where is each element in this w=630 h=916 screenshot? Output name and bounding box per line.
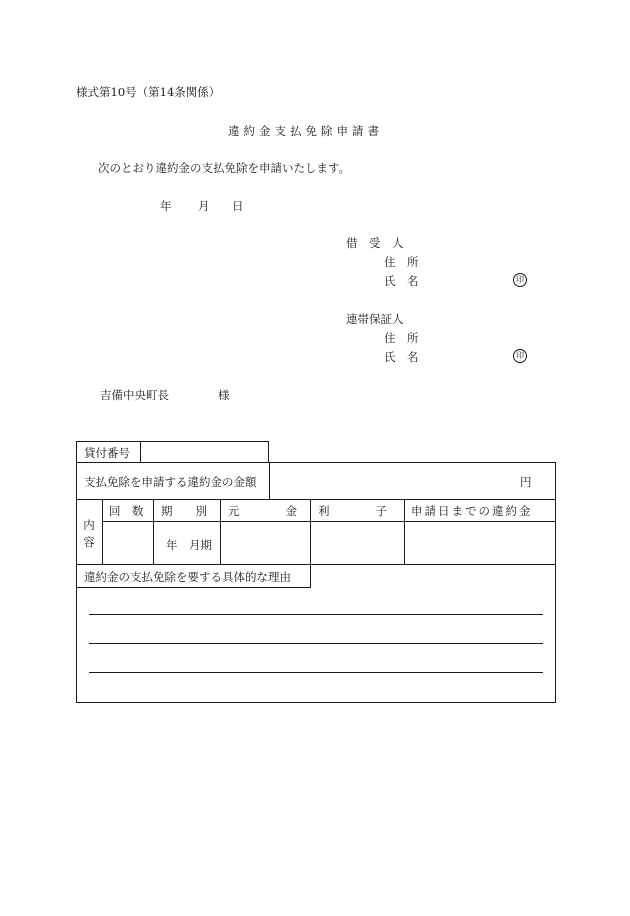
- reason-label: 違約金の支払免除を要する具体的な理由: [84, 570, 291, 584]
- table-line: [102, 521, 556, 522]
- table-line: [140, 441, 141, 463]
- loan-number-label: 貸付番号: [84, 446, 130, 460]
- borrower-heading: 借 受 人: [346, 236, 404, 250]
- col-header-penalty: 申請日までの違約金: [411, 504, 533, 518]
- guarantor-name-label: 氏 名: [384, 350, 419, 364]
- table-line: [220, 499, 221, 564]
- reason-line: [89, 643, 543, 644]
- guarantor-seal-icon: 印: [513, 349, 527, 363]
- table-line: [310, 564, 311, 588]
- table-line: [76, 702, 556, 703]
- table-line: [404, 499, 405, 564]
- date-day-label: 日: [232, 199, 244, 213]
- reason-line: [89, 614, 543, 615]
- amount-label: 支払免除を申請する違約金の金額: [84, 475, 257, 489]
- table-line: [76, 564, 556, 565]
- col-header-count: 回 数: [109, 504, 144, 518]
- addressee-honorific: 様: [218, 388, 230, 402]
- table-line: [102, 499, 103, 564]
- period-value: 年 月期: [166, 538, 212, 552]
- reason-line: [89, 672, 543, 673]
- guarantor-address-label: 住 所: [384, 331, 419, 345]
- amount-unit: 円: [520, 475, 532, 489]
- date-year-label: 年: [160, 199, 172, 213]
- table-line: [310, 499, 311, 564]
- table-line: [76, 462, 556, 463]
- col-header-interest: 利 子: [318, 504, 387, 518]
- table-line: [76, 441, 77, 703]
- table-line: [269, 462, 270, 500]
- addressee-name: 吉備中央町長: [100, 388, 169, 402]
- borrower-name-label: 氏 名: [384, 274, 419, 288]
- borrower-address-label: 住 所: [384, 255, 419, 269]
- date-month-label: 月: [198, 199, 210, 213]
- borrower-seal-icon: 印: [513, 273, 527, 287]
- form-number: 様式第10号（第14条関係）: [76, 85, 221, 99]
- col-header-principal: 元 金: [228, 504, 297, 518]
- page-title: 違約金支払免除申請書: [228, 124, 383, 138]
- content-label: [83, 517, 95, 551]
- table-line: [76, 441, 269, 442]
- table-line: [268, 441, 269, 463]
- table-line: [76, 587, 310, 588]
- col-header-period: 期 別: [161, 504, 207, 518]
- content-label-text: 内容: [83, 518, 95, 549]
- table-line: [153, 499, 154, 564]
- table-line: [76, 499, 556, 500]
- guarantor-heading: 連帯保証人: [346, 312, 404, 326]
- intro-text: 次のとおり違約金の支払免除を申請いたします。: [98, 161, 351, 175]
